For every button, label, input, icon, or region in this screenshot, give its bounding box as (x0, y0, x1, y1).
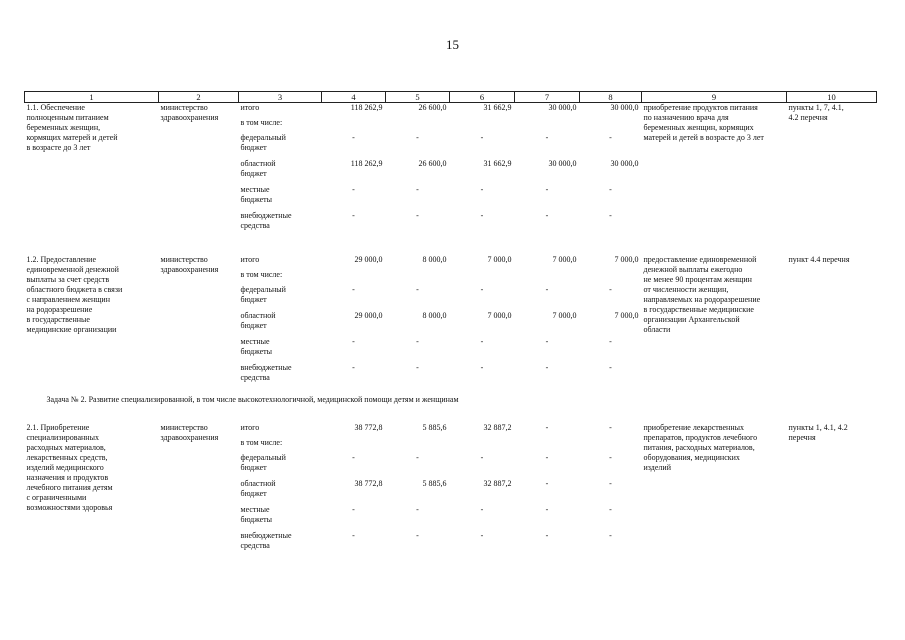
amount-cell: - (545, 336, 549, 346)
amount-cell: 30 000,0 (610, 158, 639, 168)
amount-cell: 29 000,0 (354, 310, 383, 320)
amount-cell: 31 662,9 (483, 158, 512, 168)
funding-source: итого (240, 422, 260, 432)
expected-result-line: по назначению врача для (643, 113, 729, 122)
funding-source (239, 505, 322, 531)
executor (159, 255, 239, 389)
amount-cell: - (609, 132, 612, 142)
measure-name-line: на родоразрешение (26, 304, 93, 314)
funding-source (239, 185, 322, 211)
amount-cell: - (545, 422, 549, 432)
expected-result-line: денежной выплаты ежегодно (643, 264, 743, 274)
funding-source-line: бюджет (240, 488, 267, 498)
amount-cell: 32 887,2 (483, 478, 512, 488)
funding-source-line: федеральный (240, 132, 286, 142)
amount-cell: - (352, 530, 355, 540)
funding-source (239, 337, 322, 363)
amount-cell: - (480, 184, 484, 194)
measure-name-line: в возрасте до 3 лет (26, 143, 91, 152)
column-header-5: 5 (386, 92, 450, 103)
amount-cell: - (609, 478, 612, 488)
funding-source (239, 211, 322, 237)
expected-result-line: направляемых на родоразрешение (643, 294, 761, 304)
amount-cell: 7 000,0 (552, 310, 577, 320)
amount-cell: - (480, 284, 484, 294)
measure-name-line: изделий медицинского (26, 462, 104, 472)
funding-source-line: областной (240, 310, 276, 320)
expected-result-line: от численности женщин, (643, 284, 729, 294)
amount-cell (515, 438, 580, 453)
amount-cell: - (609, 362, 612, 372)
expected-result-line: предоставление единовременной (643, 254, 757, 264)
column-header-8: 8 (580, 92, 642, 103)
list-reference-line: перечня (788, 432, 816, 442)
amount-cell: - (545, 530, 549, 540)
amount-cell (515, 118, 580, 133)
amount-cell: 32 887,2 (483, 422, 512, 432)
measure-name-line: 2.1. Приобретение (26, 422, 90, 432)
amount-cell: - (545, 452, 549, 462)
measure-name-line: лекарственных средств, (26, 452, 108, 462)
amount-cell: - (480, 210, 484, 220)
amount-cell: 38 772,8 (354, 478, 383, 488)
amount-cell: 5 885,6 (422, 478, 447, 488)
executor-line: министерство (160, 254, 208, 264)
amount-cell: - (480, 504, 484, 514)
table-row (25, 255, 877, 270)
funding-source: итого (240, 254, 260, 264)
funding-source (239, 285, 322, 311)
expected-result-line: питания, расходных материалов, (643, 442, 755, 452)
funding-source-line: бюджет (240, 142, 267, 152)
amount-cell (580, 270, 642, 285)
amount-cell: - (480, 452, 484, 462)
amount-cell: 7 000,0 (552, 254, 577, 264)
list-reference (787, 255, 877, 389)
amount-cell: 8 000,0 (422, 254, 447, 264)
list-reference (787, 103, 877, 237)
executor-line: здравоохранения (160, 432, 219, 442)
funding-source: в том числе: (240, 269, 283, 279)
measure-name-line: специализированных (26, 432, 99, 442)
amount-cell: - (416, 504, 419, 514)
amount-cell (450, 118, 515, 133)
column-header-7: 7 (515, 92, 580, 103)
funding-source-line: бюджет (240, 320, 267, 330)
amount-cell: - (416, 184, 419, 194)
amount-cell: - (352, 184, 355, 194)
measure-name-line: полноценным питанием (26, 113, 109, 122)
amount-cell: 8 000,0 (422, 310, 447, 320)
amount-cell: 118 262,9 (350, 103, 383, 112)
amount-cell: - (480, 362, 484, 372)
column-header-row (25, 92, 877, 103)
amount-cell: - (416, 132, 419, 142)
amount-cell: - (545, 210, 549, 220)
expected-result-line: матерей и детей в возрасте до 3 лет (643, 133, 764, 142)
amount-cell: - (416, 362, 419, 372)
funding-source-line: средства (240, 372, 270, 382)
measure-name-line: 1.1. Обеспечение (26, 103, 85, 112)
amount-cell: 7 000,0 (487, 254, 512, 264)
amount-cell: 5 885,6 (422, 422, 447, 432)
table-row (25, 423, 877, 438)
amount-cell: - (480, 132, 484, 142)
expected-result-line: организации Архангельской (643, 314, 740, 324)
list-reference-line: пункты 1, 4.1, 4.2 (788, 422, 848, 432)
column-header-6: 6 (450, 92, 515, 103)
amount-cell: 31 662,9 (483, 103, 512, 112)
amount-cell: - (352, 336, 355, 346)
program-table (24, 91, 877, 557)
amount-cell (386, 118, 450, 133)
amount-cell: - (609, 530, 612, 540)
column-header-4: 4 (322, 92, 386, 103)
funding-source-line: средства (240, 220, 270, 230)
amount-cell: - (416, 336, 419, 346)
amount-cell: - (609, 336, 612, 346)
amount-cell (386, 438, 450, 453)
column-header-3: 3 (239, 92, 322, 103)
executor (159, 103, 239, 237)
funding-source-line: местные (240, 336, 270, 346)
executor-line: министерство (160, 422, 208, 432)
amount-cell: - (480, 530, 484, 540)
amount-cell: - (352, 284, 355, 294)
amount-cell: - (609, 184, 612, 194)
expected-result (642, 423, 787, 557)
column-header-10: 10 (787, 92, 877, 103)
amount-cell: 38 772,8 (354, 422, 383, 432)
column-header-9: 9 (642, 92, 787, 103)
expected-result-line: препаратов, продуктов лечебного (643, 432, 758, 442)
expected-result-line: беременных женщин, кормящих (643, 123, 754, 132)
expected-result-line: не менее 90 процентам женщин (643, 274, 752, 284)
funding-source-line: внебюджетные (240, 210, 292, 220)
amount-cell: - (416, 452, 419, 462)
funding-source: в том числе: (240, 117, 283, 127)
page-number: 15 (446, 37, 459, 52)
expected-result-line: приобретение продуктов питания (643, 103, 758, 112)
funding-source (239, 311, 322, 337)
measure-name-line: кормящих матерей и детей (26, 133, 118, 142)
amount-cell: - (609, 284, 612, 294)
amount-cell: 118 262,9 (350, 158, 383, 168)
amount-cell (580, 438, 642, 453)
amount-cell: - (352, 362, 355, 372)
amount-cell: - (609, 504, 612, 514)
funding-source-line: местные (240, 184, 270, 194)
funding-source: итого (240, 103, 260, 112)
task-title: Задача № 2. Развитие специализированной, в том числе высокотехнологичной, медицинской помощи детям и женщинам (46, 394, 459, 404)
amount-cell: - (545, 478, 549, 488)
amount-cell (580, 118, 642, 133)
measure-name-line: единовременной денежной (26, 264, 119, 274)
expected-result (642, 103, 787, 237)
amount-cell: - (416, 210, 419, 220)
funding-source (239, 363, 322, 389)
amount-cell (322, 270, 386, 285)
funding-source (239, 133, 322, 159)
amount-cell: 7 000,0 (487, 310, 512, 320)
measure-name-line: расходных материалов, (26, 442, 106, 452)
column-header-1: 1 (25, 92, 159, 103)
expected-result-line: в государственные медицинские (643, 304, 754, 314)
amount-cell: - (609, 422, 612, 432)
measure-name-line: возможностями здоровья (26, 502, 113, 512)
executor-line: министерство (160, 103, 208, 112)
amount-cell: 7 000,0 (614, 254, 639, 264)
measure-name (25, 423, 159, 557)
list-reference-line: 4.2 перечня (788, 113, 828, 122)
amount-cell: - (352, 210, 355, 220)
amount-cell (322, 438, 386, 453)
amount-cell: - (545, 284, 549, 294)
funding-source-line: бюджеты (240, 514, 273, 524)
amount-cell: 7 000,0 (614, 310, 639, 320)
executor-line: здравоохранения (160, 264, 219, 274)
expected-result-line: изделий (643, 462, 671, 472)
funding-source (239, 453, 322, 479)
amount-cell: - (480, 336, 484, 346)
funding-source: в том числе: (240, 437, 283, 447)
funding-source-line: федеральный (240, 284, 286, 294)
amount-cell: 30 000,0 (610, 103, 639, 112)
amount-cell: 30 000,0 (548, 103, 577, 112)
measure-name-line: областного бюджета в связи (26, 284, 123, 294)
measure-name-line: выплаты за счет средств (26, 274, 110, 284)
funding-source-line: внебюджетные (240, 362, 292, 372)
executor-line: здравоохранения (160, 113, 219, 122)
list-reference (787, 423, 877, 557)
list-reference-line: пункты 1, 7, 4.1, (788, 103, 844, 112)
expected-result-line: приобретение лекарственных (643, 422, 744, 432)
expected-result-line: области (643, 324, 671, 334)
measure-name (25, 103, 159, 237)
amount-cell: - (352, 452, 355, 462)
table-body (25, 103, 877, 557)
amount-cell: - (416, 284, 419, 294)
funding-source-line: федеральный (240, 452, 286, 462)
funding-source-line: областной (240, 478, 276, 488)
measure-name-line: с направлением женщин (26, 294, 110, 304)
funding-source (239, 479, 322, 505)
funding-source-line: областной (240, 158, 276, 168)
list-reference-line: пункт 4.4 перечня (788, 254, 850, 264)
amount-cell: 26 600,0 (418, 103, 447, 112)
amount-cell: - (352, 504, 355, 514)
funding-source-line: бюджет (240, 462, 267, 472)
expected-result (642, 255, 787, 389)
amount-cell (515, 270, 580, 285)
amount-cell: - (609, 210, 612, 220)
amount-cell (450, 270, 515, 285)
funding-source-line: местные (240, 504, 270, 514)
funding-source-line: внебюджетные (240, 530, 292, 540)
amount-cell (386, 270, 450, 285)
amount-cell: - (545, 362, 549, 372)
measure-name-line: с ограниченными (26, 492, 87, 502)
measure-name-line: назначения и продуктов (26, 472, 109, 482)
amount-cell: - (352, 132, 355, 142)
amount-cell: 26 600,0 (418, 158, 447, 168)
table-row (25, 103, 877, 118)
amount-cell: 29 000,0 (354, 254, 383, 264)
funding-source-line: бюджеты (240, 346, 273, 356)
amount-cell: - (416, 530, 419, 540)
amount-cell: - (609, 452, 612, 462)
expected-result-line: оборудования, медицинских (643, 452, 740, 462)
amount-cell: - (545, 184, 549, 194)
funding-source-line: бюджет (240, 168, 267, 178)
amount-cell: - (545, 504, 549, 514)
measure-name-line: беременных женщин, (26, 123, 101, 132)
funding-source (239, 531, 322, 557)
funding-source (239, 159, 322, 185)
measure-name-line: в государственные (26, 314, 90, 324)
column-header-2: 2 (159, 92, 239, 103)
funding-source-line: бюджеты (240, 194, 273, 204)
measure-name-line: лечебного питания детям (26, 482, 113, 492)
amount-cell: 30 000,0 (548, 158, 577, 168)
funding-source-line: средства (240, 540, 270, 550)
measure-name-line: 1.2. Предоставление (26, 254, 97, 264)
funding-source-line: бюджет (240, 294, 267, 304)
amount-cell: - (545, 132, 549, 142)
measure-name (25, 255, 159, 389)
executor (159, 423, 239, 557)
amount-cell (322, 118, 386, 133)
amount-cell (450, 438, 515, 453)
measure-name-line: медицинские организации (26, 324, 117, 334)
